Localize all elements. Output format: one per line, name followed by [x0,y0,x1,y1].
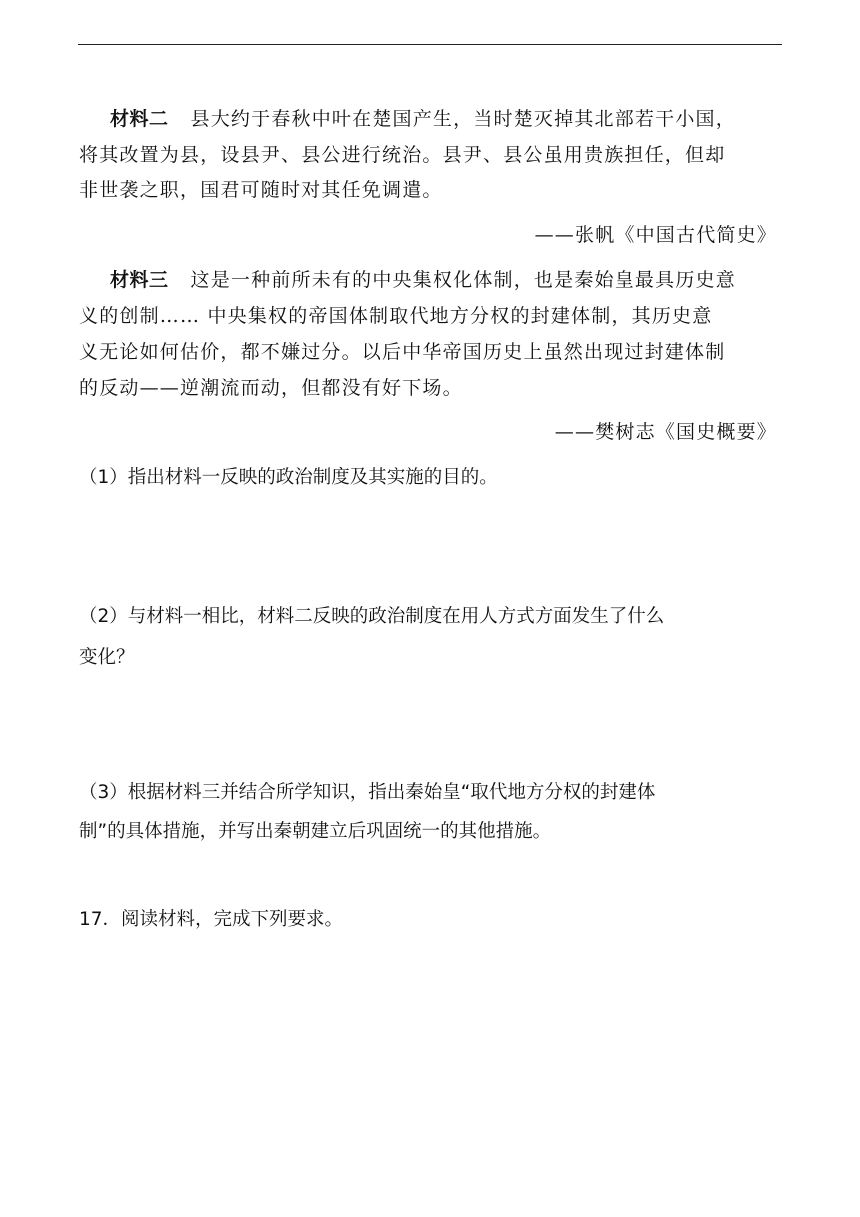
question-1: （1）指出材料一反映的政治制度及其实施的目的。 [79,467,498,488]
question-17: 17．阅读材料，完成下列要求。 [79,909,344,930]
material3-line-4: 的反动——逆潮流而动，但都没有好下场。 [79,377,463,399]
material2-line-2: 将其改置为县，设县尹、县公进行统治。县尹、县公虽用贵族担任，但却 [79,144,726,166]
material3-line-3: 义无论如何估价，都不嫌过分。以后中华帝国历史上虽然出现过封建体制 [79,341,726,363]
material2-line-1: 材料二 县大约于春秋中叶在楚国产生，当时楚灭掉其北部若干小国， [110,108,736,130]
question-3-line-2: 制”的具体措施，并写出秦朝建立后巩固统一的其他措施。 [79,821,552,842]
material2-label: 材料二 [110,108,169,130]
header-rule [78,44,782,45]
material2-source: ——张帆《中国古代简史》 [534,224,777,246]
material3-line-1: 材料三 这是一种前所未有的中央集权化体制，也是秦始皇最具历史意 [110,269,736,291]
material3-source: ——樊树志《国史概要》 [554,421,777,443]
question-2-line-1: （2）与材料一相比，材料二反映的政治制度在用人方式方面发生了什么 [79,606,665,627]
material2-line-3: 非世袭之职，国君可随时对其任免调遣。 [79,179,443,201]
material3-label: 材料三 [110,269,169,291]
material3-line-2: 义的创制…… 中央集权的帝国体制取代地方分权的封建体制，其历史意 [79,305,713,327]
question-3-line-1: （3）根据材料三并结合所学知识，指出秦始皇“取代地方分权的封建体 [79,782,656,803]
question-2-line-2: 变化？ [79,647,135,668]
